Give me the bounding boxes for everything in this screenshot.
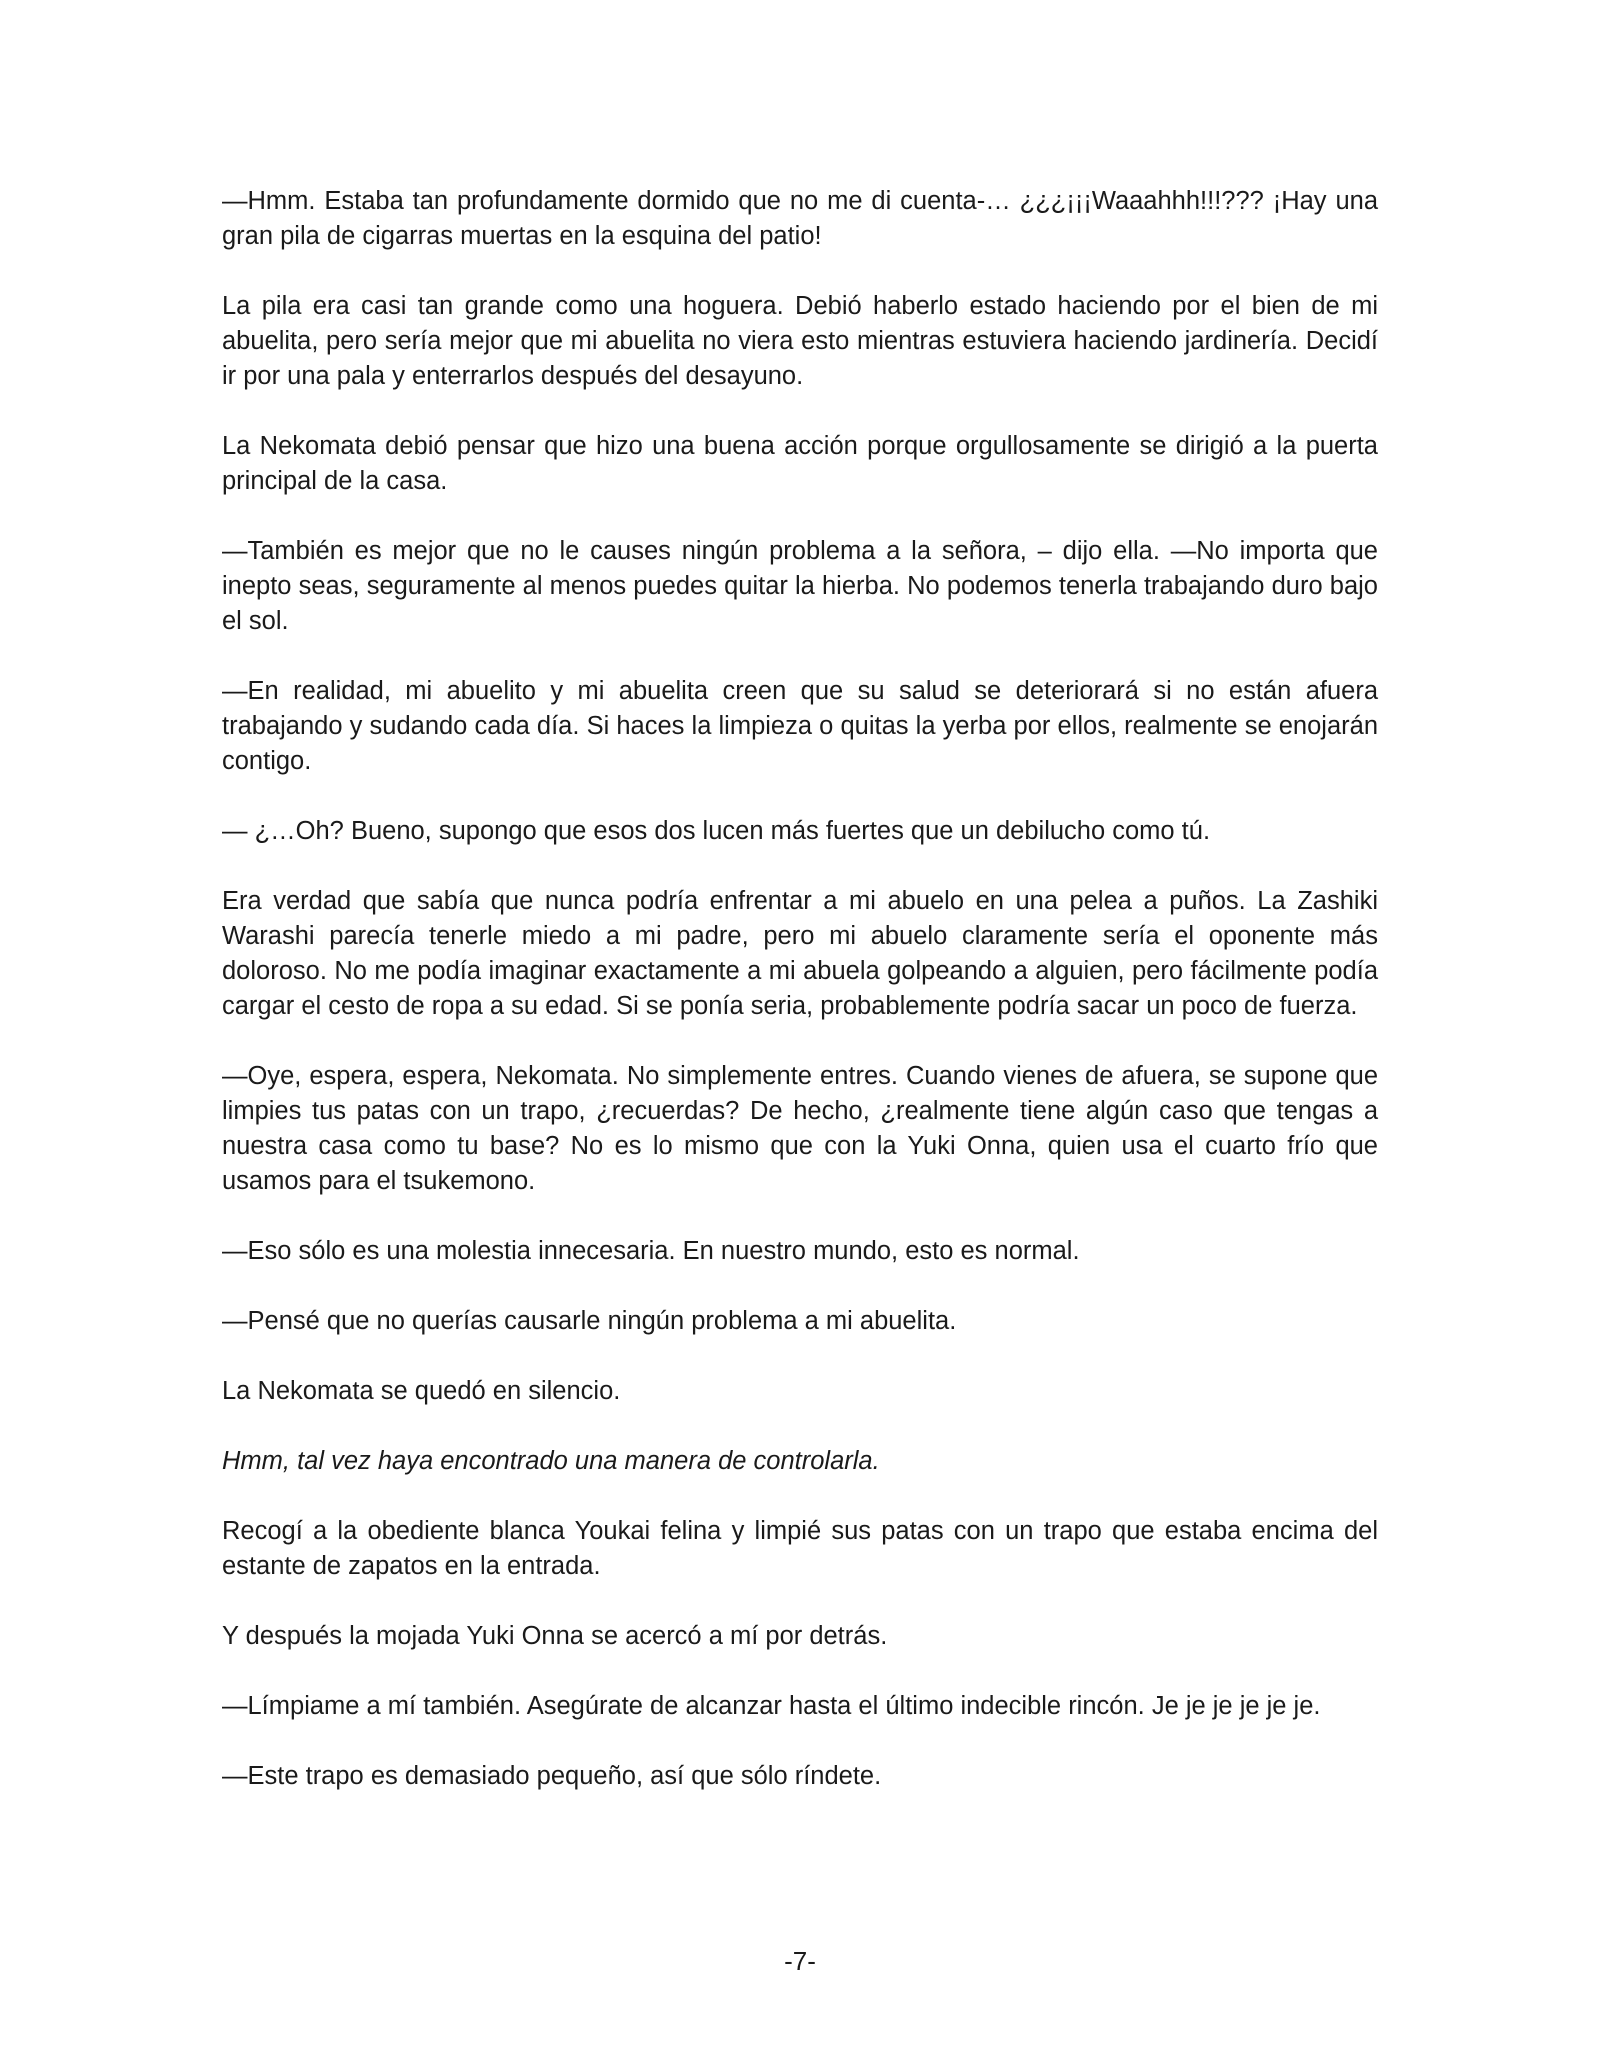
paragraph-2: La pila era casi tan grande como una hoguera. Debió haberlo estado haciendo por el bien de mi abuelita, pero sería mejor que mi abuelita no viera esto mientras estuviera haciendo jardinería. Decidí ir por una pala y enterrarlos después del desayuno. [222,292,1378,390]
paragraph-10: —Pensé que no querías causarle ningún problema a mi abuelita. [222,1307,957,1335]
paragraph-12-italic: Hmm, tal vez haya encontrado una manera de controlarla. [222,1447,880,1475]
paragraph-5: —En realidad, mi abuelito y mi abuelita creen que su salud se deteriorará si no están afuera trabajando y sudando cada día. Si haces la limpieza o quitas la yerba por ellos, realmente se enojarán contigo. [222,677,1378,775]
paragraph-6: — ¿…Oh? Bueno, supongo que esos dos lucen más fuertes que un debilucho como tú. [222,817,1211,845]
paragraph-1: —Hmm. Estaba tan profundamente dormido que no me di cuenta-… ¿¿¿¡¡¡Waaahhh!!!??? ¡Hay una gran pila de cigarras muertas en la esquina del patio! [222,187,1378,250]
paragraph-4: —También es mejor que no le causes ningún problema a la señora, – dijo ella. —No importa que inepto seas, seguramente al menos puedes quitar la hierba. No podemos tenerla trabajando duro bajo el sol. [222,537,1378,635]
paragraph-7: Era verdad que sabía que nunca podría enfrentar a mi abuelo en una pelea a puños. La Zashiki Warashi parecía tenerle miedo a mi padre, pero mi abuelo claramente sería el oponente más doloroso. No me podía imaginar exactamente a mi abuela golpeando a alguien, pero fácilmente podía cargar el cesto de ropa a su edad. Si se ponía seria, probablemente podría sacar un poco de fuerza. [222,887,1378,1020]
paragraph-13: Recogí a la obediente blanca Youkai felina y limpié sus patas con un trapo que estaba encima del estante de zapatos en la entrada. [222,1517,1378,1580]
paragraph-3: La Nekomata debió pensar que hizo una buena acción porque orgullosamente se dirigió a la puerta principal de la casa. [222,432,1378,495]
page-number: -7- [784,1946,816,1976]
paragraph-14: Y después la mojada Yuki Onna se acercó a mí por detrás. [222,1622,888,1650]
paragraph-9: —Eso sólo es una molestia innecesaria. En nuestro mundo, esto es normal. [222,1237,1080,1265]
page-body [222,184,1378,1829]
paragraph-16: —Este trapo es demasiado pequeño, así que sólo ríndete. [222,1762,882,1790]
paragraph-11: La Nekomata se quedó en silencio. [222,1377,621,1405]
paragraph-15: —Límpiame a mí también. Asegúrate de alcanzar hasta el último indecible rincón. Je je je je je je. [222,1692,1321,1720]
paragraph-8: —Oye, espera, espera, Nekomata. No simplemente entres. Cuando vienes de afuera, se supone que limpies tus patas con un trapo, ¿recuerdas? De hecho, ¿realmente tiene algún caso que tengas a nuestra casa como tu base? No es lo mismo que con la Yuki Onna, quien usa el cuarto frío que usamos para el tsukemono. [222,1062,1378,1195]
